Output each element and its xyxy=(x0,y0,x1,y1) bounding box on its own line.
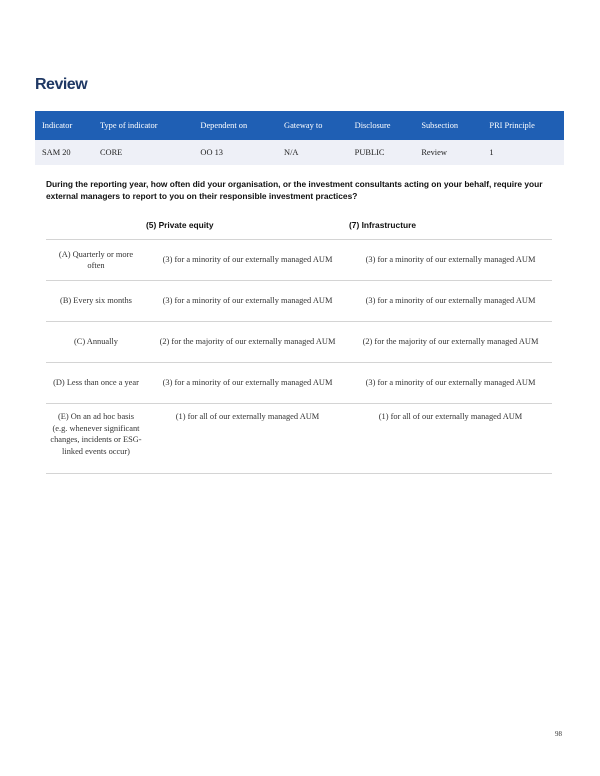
header-pri-principle: PRI Principle xyxy=(482,111,564,140)
row-label: (D) Less than once a year xyxy=(46,363,146,404)
infrastructure-cell: (2) for the majority of our externally managed AUM xyxy=(349,322,552,363)
header-indicator: Indicator xyxy=(35,111,93,140)
indicator-table xyxy=(35,111,564,165)
header-subsection: Subsection xyxy=(414,111,482,140)
row-label: (A) Quarterly or more often xyxy=(46,240,146,281)
response-table xyxy=(46,213,552,474)
private-equity-cell: (2) for the majority of our externally managed AUM xyxy=(146,322,349,363)
table-row xyxy=(46,404,552,474)
private-equity-cell: (3) for a minority of our externally managed AUM xyxy=(146,363,349,404)
infrastructure-cell: (3) for a minority of our externally managed AUM xyxy=(349,240,552,281)
infrastructure-cell: (3) for a minority of our externally managed AUM xyxy=(349,363,552,404)
value-type-of-indicator: CORE xyxy=(93,140,193,165)
header-disclosure: Disclosure xyxy=(348,111,415,140)
private-equity-cell: (3) for a minority of our externally managed AUM xyxy=(146,281,349,322)
page-number: 98 xyxy=(555,730,562,738)
section-title: Review xyxy=(35,76,88,93)
row-label: (C) Annually xyxy=(46,322,146,363)
row-label: (E) On an ad hoc basis (e.g. whenever significant changes, incidents or ESG-linked events occur) xyxy=(46,404,146,474)
value-disclosure: PUBLIC xyxy=(348,140,415,165)
table-row xyxy=(46,363,552,404)
response-header-row xyxy=(46,213,552,240)
column-header-private-equity: (5) Private equity xyxy=(146,213,349,240)
empty-header-cell xyxy=(46,213,146,240)
value-dependent-on: OO 13 xyxy=(193,140,277,165)
table-row xyxy=(46,240,552,281)
table-row xyxy=(46,281,552,322)
column-header-infrastructure: (7) Infrastructure xyxy=(349,213,552,240)
value-subsection: Review xyxy=(414,140,482,165)
value-pri-principle: 1 xyxy=(482,140,564,165)
header-gateway-to: Gateway to xyxy=(277,111,348,140)
question-text: During the reporting year, how often did your organisation, or the investment consultants acting on your behalf, require your external managers to report to you on their responsible investment practices? xyxy=(46,179,543,201)
row-label: (B) Every six months xyxy=(46,281,146,322)
infrastructure-cell: (3) for a minority of our externally managed AUM xyxy=(349,281,552,322)
private-equity-cell: (1) for all of our externally managed AUM xyxy=(146,404,349,474)
value-indicator: SAM 20 xyxy=(35,140,93,165)
table-row xyxy=(46,322,552,363)
header-dependent-on: Dependent on xyxy=(193,111,277,140)
infrastructure-cell: (1) for all of our externally managed AUM xyxy=(349,404,552,474)
indicator-header-row xyxy=(35,111,564,140)
indicator-value-row xyxy=(35,140,564,165)
private-equity-cell: (3) for a minority of our externally managed AUM xyxy=(146,240,349,281)
value-gateway-to: N/A xyxy=(277,140,348,165)
header-type-of-indicator: Type of indicator xyxy=(93,111,193,140)
